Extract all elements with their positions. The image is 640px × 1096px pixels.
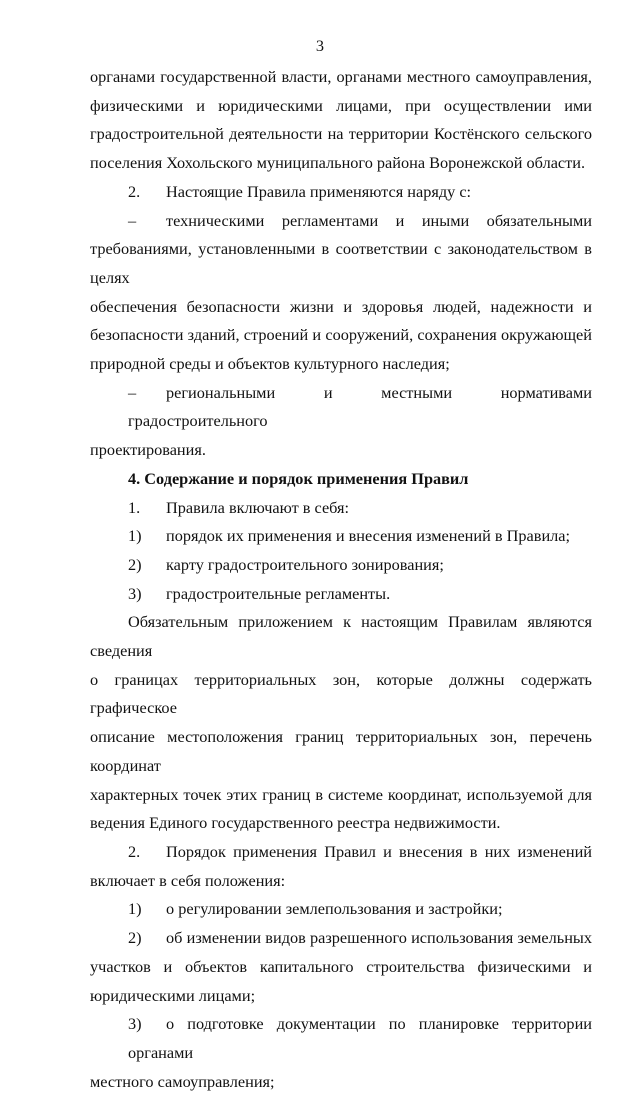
item-text: о подготовке документации по планировке территории органами: [128, 1014, 592, 1062]
numbered-paragraph: [90, 494, 592, 523]
text-line: требованиями, установленными в соответствии с законодательством в целях: [90, 239, 592, 287]
item-number: 2): [128, 554, 142, 574]
page-number: 3: [315, 36, 325, 55]
text-line: о границах территориальных зон, которые должны содержать графическое: [90, 669, 592, 718]
dash-marker: –: [128, 382, 137, 402]
item-number: 2.: [128, 841, 141, 861]
text-line: обеспечения безопасности жизни и здоровья людей, надежности и: [90, 296, 592, 316]
text-line: физическими и юридическими лицами, при осуществлении ими: [90, 95, 592, 115]
text-line: юридическими лицами;: [90, 985, 256, 1005]
item-text: порядок их применения и внесения изменений в Правила;: [166, 526, 571, 546]
item-text: Настоящие Правила применяются наряду с:: [166, 181, 472, 201]
numbered-paragraph: [90, 178, 592, 207]
numbered-paragraph: [90, 838, 592, 867]
list-item: [90, 1010, 592, 1067]
item-number: 1): [128, 526, 142, 546]
item-text: карту градостроительного зонирования;: [166, 554, 444, 574]
item-number: 3): [128, 583, 142, 603]
text-line: безопасности зданий, строений и сооружений, сохранения окружающей: [90, 325, 592, 345]
item-text: техническими регламентами и иными обязательными: [166, 210, 592, 230]
text-line: органами государственной власти, органами местного самоуправления,: [90, 67, 592, 86]
item-number: 2): [128, 928, 142, 948]
text-line: ведения Единого государственного реестра недвижимости.: [90, 813, 501, 833]
item-number: 3): [128, 1014, 142, 1034]
list-item: [90, 551, 592, 580]
list-item: [90, 895, 592, 924]
item-text: об изменении видов разрешенного использования земельных: [166, 928, 592, 948]
document-body: [90, 63, 592, 1096]
dash-item: [90, 207, 592, 236]
list-item: [90, 924, 592, 953]
text-line: участков и объектов капитального строительства физическими и: [90, 956, 592, 976]
dash-marker: –: [128, 210, 137, 230]
list-item: [90, 580, 592, 609]
item-text: градостроительные регламенты.: [166, 583, 391, 603]
item-text: о регулировании землепользования и застройки;: [166, 899, 503, 919]
text-line: поселения Хохольского муниципального района Воронежской области.: [90, 153, 586, 173]
text-line: характерных точек этих границ в системе координат, используемой для: [90, 784, 592, 804]
item-text: Правила включают в себя:: [166, 497, 350, 517]
text-line: описание местоположения границ территориальных зон, перечень координат: [90, 727, 592, 775]
text-line: проектирования.: [90, 440, 206, 460]
item-number: 2.: [128, 181, 141, 201]
text-line: включает в себя положения:: [90, 870, 286, 890]
item-number: 1.: [128, 497, 141, 517]
text-line: природной среды и объектов культурного наследия;: [90, 354, 450, 374]
text-line: градостроительной деятельности на территории Костёнского сельского: [90, 124, 592, 144]
dash-item: [90, 379, 592, 436]
item-text: Порядок применения Правил и внесения в них изменений: [166, 841, 592, 861]
text-line: Обязательным приложением к настоящим Правилам являются сведения: [90, 612, 592, 661]
section-heading: 4. Содержание и порядок применения Правил: [128, 468, 469, 488]
item-text: региональными и местными нормативами градостроительного: [128, 382, 592, 431]
text-line: местного самоуправления;: [90, 1071, 275, 1091]
item-number: 1): [128, 899, 142, 919]
list-item: [90, 522, 592, 551]
